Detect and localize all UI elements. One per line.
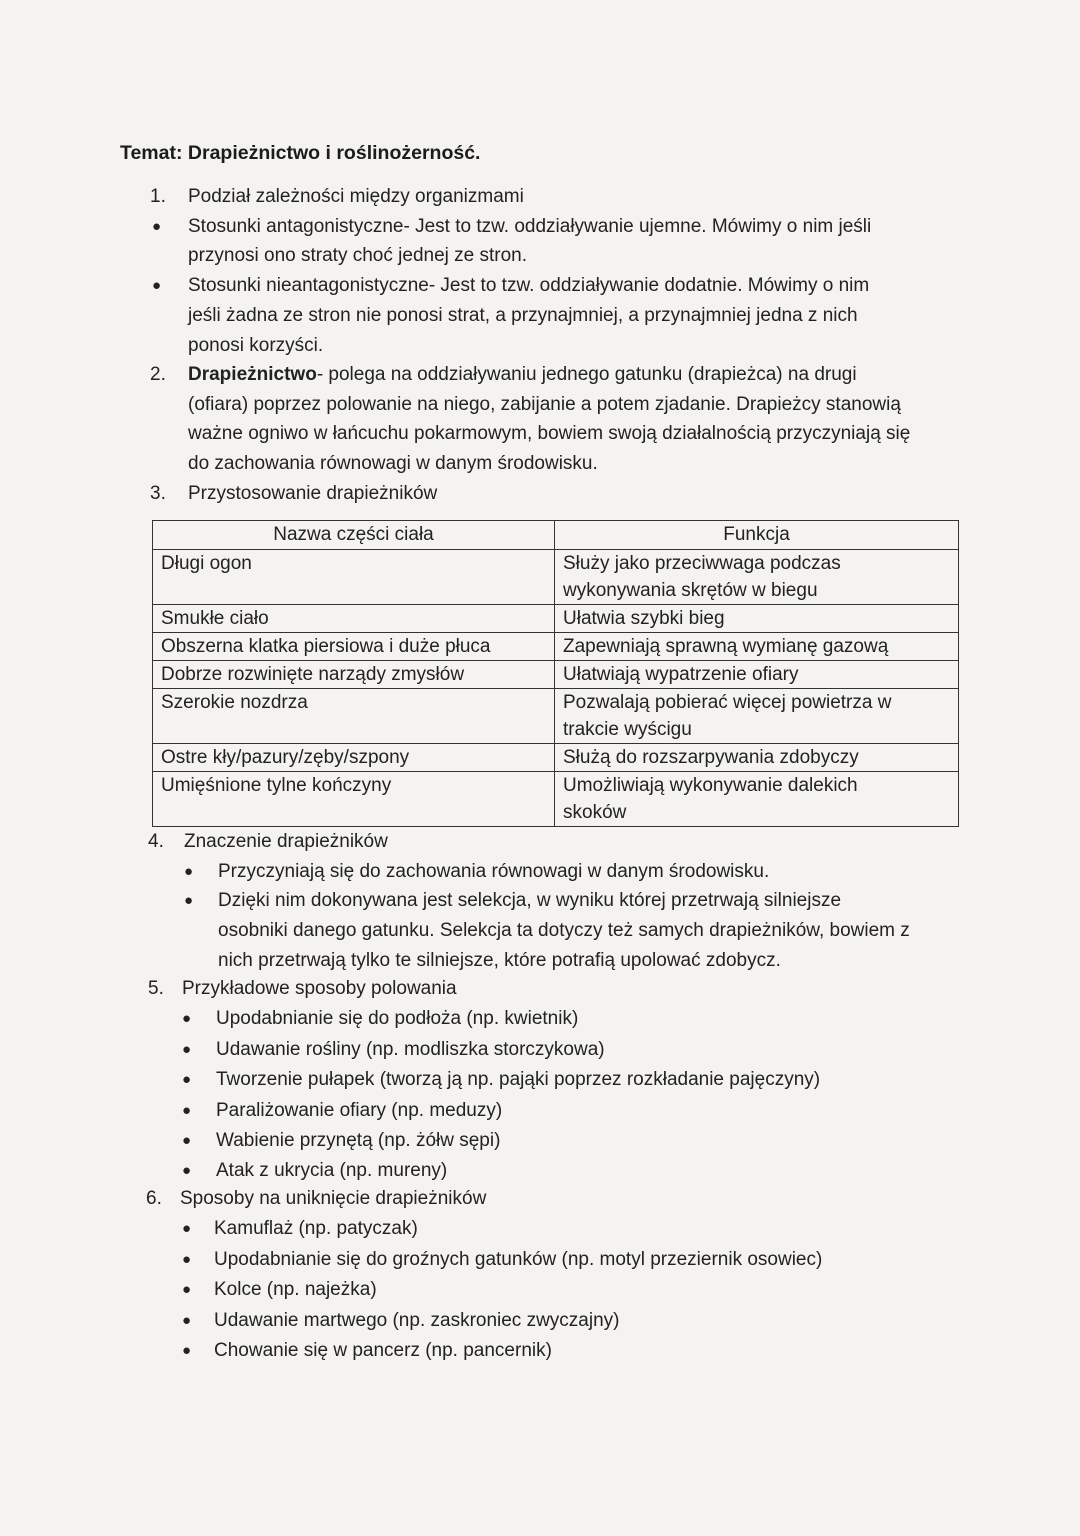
list-item: [148, 1096, 1028, 1126]
paragraph-line: [150, 419, 1010, 449]
bullet-icon: ●: [182, 1220, 192, 1238]
table-cell-part: Smukłe ciało: [153, 605, 555, 633]
table-cell-function: Zapewniają sprawną wymianę gazową: [555, 633, 959, 661]
list-item: [150, 212, 1010, 242]
list-item-text: Kolce (np. najeżka): [214, 1279, 377, 1301]
list-item-text: Upodabnianie się do podłoża (np. kwietnik): [216, 1008, 579, 1030]
table-cell-part: Obszerna klatka piersiowa i duże płuca: [153, 633, 555, 661]
function-line: wykonywania skrętów w biegu: [563, 580, 818, 601]
section-4-heading-row: [148, 827, 1028, 857]
table-cell-function: Służą do rozszarpywania zdobyczy: [555, 744, 959, 772]
function-line: trakcie wyścigu: [563, 719, 692, 740]
list-item-continuation: [148, 916, 1028, 946]
list-item: [150, 271, 1010, 301]
term-bold: Drapieżnictwo: [188, 364, 317, 385]
section-heading: Sposoby na uniknięcie drapieżników: [180, 1188, 487, 1209]
list-item-text: Udawanie martwego (np. zaskroniec zwyczajny): [214, 1309, 620, 1331]
list-item: [146, 1214, 1026, 1244]
table-cell-part: Dobrze rozwinięte narządy zmysłów: [153, 661, 555, 689]
bullet-icon: ●: [182, 1101, 192, 1119]
section-heading: Podział zależności między organizmami: [188, 186, 524, 207]
function-line: Pozwalają pobierać więcej powietrza w: [563, 692, 892, 713]
bullet-icon: ●: [182, 1040, 192, 1058]
section-heading: Znaczenie drapieżników: [184, 831, 388, 852]
list-item-text: Paraliżowanie ofiary (np. meduzy): [216, 1099, 503, 1121]
list-item-text: nich przetrwają tylko te silniejsze, które potrafią upolować zdobycz.: [218, 949, 781, 971]
list-item-text: Stosunki antagonistyczne- Jest to tzw. oddziaływanie ujemne. Mówimy o nim jeśli: [188, 215, 872, 237]
title-text: Drapieżnictwo i roślinożerność.: [187, 142, 481, 164]
title-prefix: Temat:: [120, 142, 188, 164]
table-cell-function: [555, 550, 959, 605]
section-number: 4.: [148, 831, 164, 852]
section-1-heading-row: [150, 182, 1010, 212]
function-line: Służy jako przeciwwaga podczas: [563, 553, 841, 574]
bullet-icon: ●: [182, 1071, 192, 1089]
section-number: 2.: [150, 364, 166, 385]
bullet-icon: ●: [184, 892, 194, 910]
bullet-icon: ●: [182, 1010, 192, 1028]
definition-text: - polega na oddziaływaniu jednego gatunku (drapieżca) na drugi: [316, 364, 857, 385]
function-line: Umożliwiają wykonywanie dalekich: [563, 775, 858, 796]
table-row: [153, 633, 959, 661]
list-item-continuation: [150, 331, 1010, 361]
table-cell-function: [555, 772, 959, 827]
list-item: [148, 1156, 1028, 1186]
paragraph-text: (ofiara) poprzez polowanie na niego, zabijanie a potem zjadanie. Drapieżcy stanowią: [188, 393, 901, 415]
list-item: [146, 1245, 1026, 1275]
bullet-icon: ●: [184, 862, 194, 880]
list-item-text: osobniki danego gatunku. Selekcja ta dotyczy też samych drapieżników, bowiem z: [218, 920, 910, 942]
list-item-continuation: [148, 946, 1028, 976]
table-cell-function: Ułatwiają wypatrzenie ofiary: [555, 661, 959, 689]
list-item: [148, 1065, 1028, 1095]
section-2: [150, 360, 1010, 509]
bullet-icon: ●: [152, 277, 162, 295]
bullet-icon: ●: [182, 1311, 192, 1329]
table-row: [153, 689, 959, 744]
table-row: [153, 605, 959, 633]
list-item-text: Kamuflaż (np. patyczak): [214, 1218, 418, 1240]
bullet-icon: ●: [182, 1132, 192, 1150]
table-cell-function: [555, 689, 959, 744]
paragraph-text: do zachowania równowagi w danym środowisku.: [188, 453, 598, 475]
section-3-heading-row: [150, 479, 1010, 509]
list-item-text: Stosunki nieantagonistyczne- Jest to tzw. oddziaływanie dodatnie. Mówimy o nim: [188, 275, 870, 297]
section-1: [150, 182, 1010, 360]
list-item-text: Przyczyniają się do zachowania równowagi w danym środowisku.: [218, 860, 770, 882]
table-row: [153, 661, 959, 689]
table-header-part: Nazwa części ciała: [153, 521, 555, 550]
page-title: [120, 142, 480, 165]
table-cell-part: Długi ogon: [153, 550, 555, 605]
table-cell-part: Szerokie nozdrza: [153, 689, 555, 744]
section-number: 3.: [150, 482, 166, 504]
paragraph-line: [150, 449, 1010, 479]
section-number: 1.: [150, 186, 166, 207]
list-item-continuation: [150, 241, 1010, 271]
section-2-first-line: [150, 360, 1010, 390]
section-heading: Przykładowe sposoby polowania: [182, 978, 457, 999]
list-item: [146, 1306, 1026, 1336]
adaptations-table: [152, 520, 959, 827]
table-row: [153, 550, 959, 605]
list-item: [148, 1004, 1028, 1034]
bullet-icon: ●: [152, 217, 162, 235]
section-heading: Przystosowanie drapieżników: [188, 482, 438, 504]
list-item-text: ponosi korzyści.: [188, 334, 324, 356]
list-item-continuation: [150, 301, 1010, 331]
list-item: [146, 1336, 1026, 1366]
table-header-row: [153, 521, 959, 550]
list-item: [148, 1035, 1028, 1065]
bullet-icon: ●: [182, 1162, 192, 1180]
table-header-function: Funkcja: [555, 521, 959, 550]
list-item-text: Upodabnianie się do groźnych gatunków (np. motyl przeziernik osowiec): [214, 1248, 823, 1270]
list-item-text: Chowanie się w pancerz (np. pancernik): [214, 1340, 552, 1362]
table-cell-part: Umięśnione tylne kończyny: [153, 772, 555, 827]
section-number: 6.: [146, 1188, 162, 1209]
bullet-icon: ●: [182, 1250, 192, 1268]
list-item-text: Udawanie rośliny (np. modliszka storczykowa): [216, 1038, 605, 1060]
section-5-heading-row: [148, 974, 1028, 1004]
list-item-text: Wabienie przynętą (np. żółw sępi): [216, 1130, 501, 1152]
list-item-text: przynosi ono straty choć jednej ze stron.: [188, 245, 528, 267]
list-item: [148, 857, 1028, 887]
section-6-heading-row: [146, 1184, 1026, 1214]
table-row: [153, 744, 959, 772]
paragraph-line: [150, 390, 1010, 420]
list-item: [148, 1126, 1028, 1156]
function-line: skoków: [563, 802, 627, 823]
bullet-icon: ●: [182, 1281, 192, 1299]
section-5: [148, 974, 1028, 1187]
table-cell-part: Ostre kły/pazury/zęby/szpony: [153, 744, 555, 772]
list-item-text: jeśli żadna ze stron nie ponosi strat, a przynajmniej, a przynajmniej jedna z nich: [188, 304, 858, 326]
list-item: [148, 886, 1028, 916]
section-number: 5.: [148, 978, 164, 999]
list-item-text: Tworzenie pułapek (tworzą ją np. pająki poprzez rozkładanie pajęczyny): [216, 1069, 821, 1091]
section-6: [146, 1184, 1026, 1366]
table-row: [153, 772, 959, 827]
bullet-icon: ●: [182, 1342, 192, 1360]
section-4: [148, 827, 1028, 976]
list-item-text: Dzięki nim dokonywana jest selekcja, w wyniku której przetrwają silniejsze: [218, 890, 842, 912]
list-item: [146, 1275, 1026, 1305]
table-cell-function: Ułatwia szybki bieg: [555, 605, 959, 633]
paragraph-text: ważne ogniwo w łańcuchu pokarmowym, bowiem swoją działalnością przyczyniają się: [188, 423, 911, 445]
list-item-text: Atak z ukrycia (np. mureny): [216, 1160, 448, 1182]
